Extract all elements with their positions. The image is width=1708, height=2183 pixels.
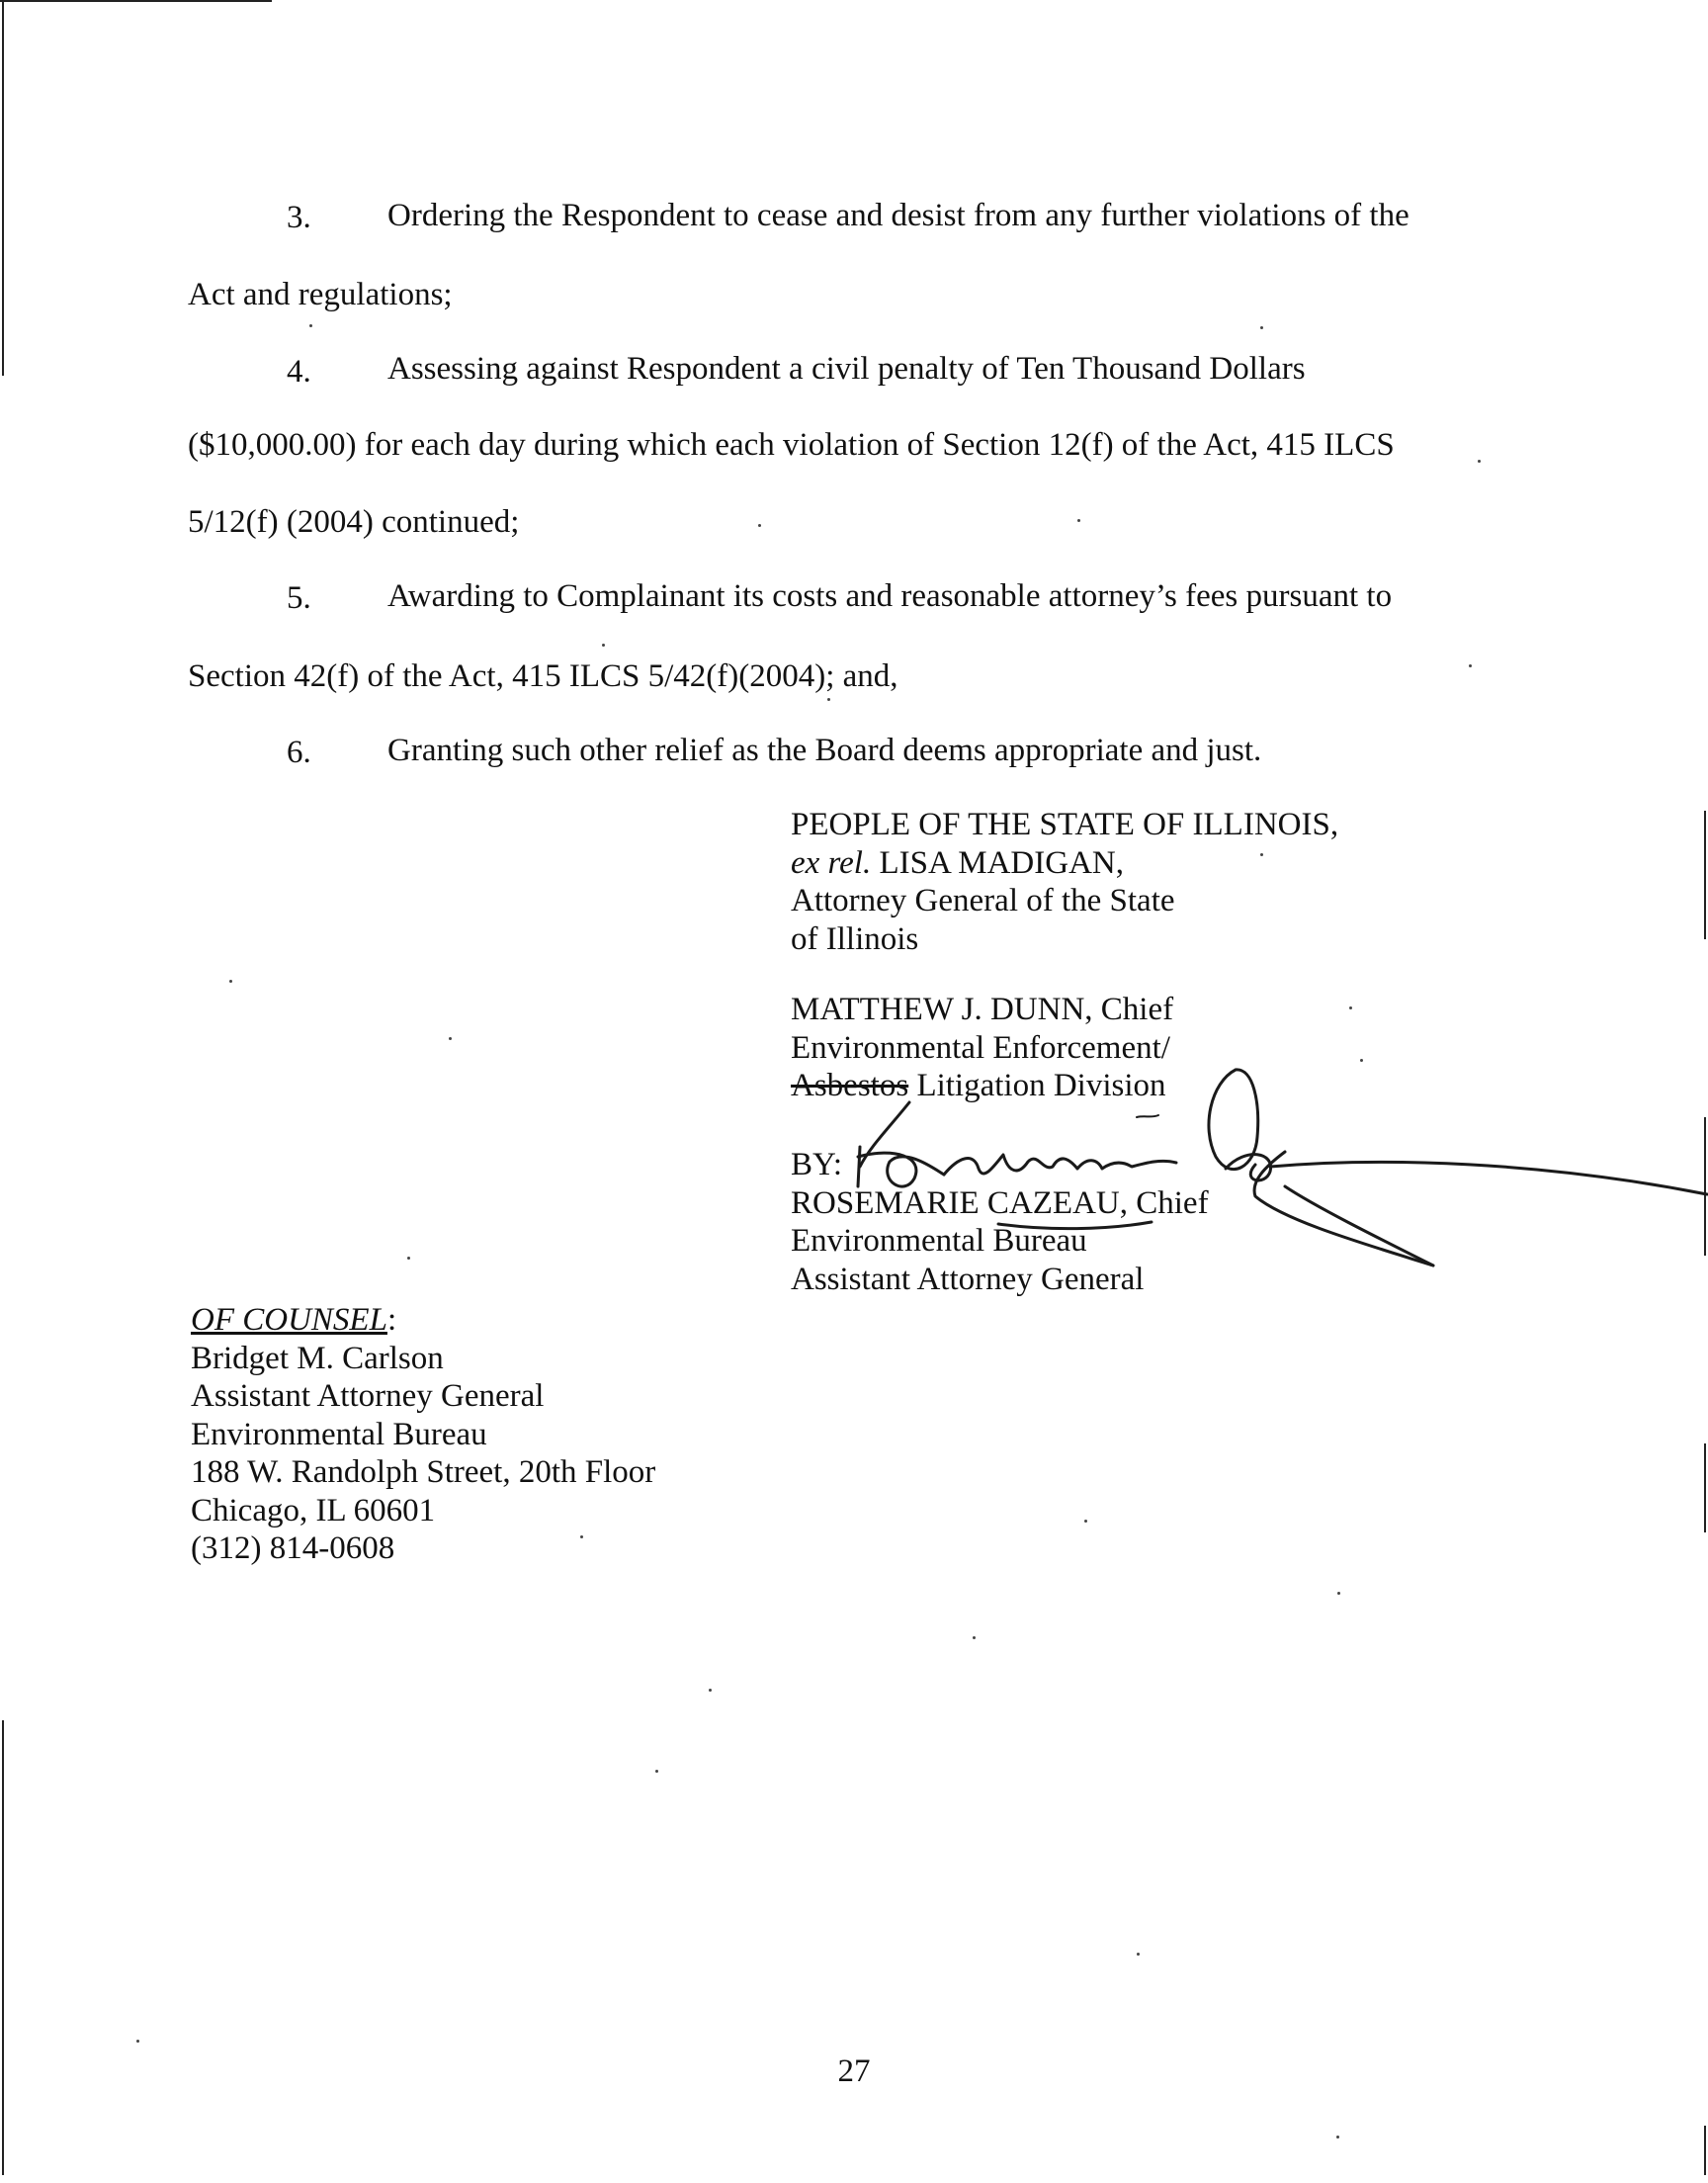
division-name-line	[791, 1067, 1173, 1105]
scan-edge-right-4	[1704, 2126, 1706, 2175]
scan-speck	[709, 1689, 712, 1692]
item-number: 5.	[287, 580, 311, 616]
scan-speck	[602, 644, 605, 647]
signer-name: ROSEMARIE CAZEAU, Chief	[791, 1184, 1209, 1221]
division-line: Environmental Enforcement/	[791, 1029, 1170, 1066]
scan-edge-left-lower	[2, 1720, 4, 2175]
ex-rel-label: ex rel.	[791, 844, 872, 881]
scan-speck	[655, 1770, 658, 1773]
scan-edge-left	[2, 0, 4, 376]
scan-edge-right-3	[1704, 1443, 1706, 1532]
counsel-line: Bridget M. Carlson	[191, 1340, 444, 1376]
scan-speck	[1469, 664, 1472, 667]
signer-line: Environmental Bureau	[791, 1223, 1087, 1259]
division-chief-line: MATTHEW J. DUNN, Chief	[791, 992, 1174, 1027]
plaintiff-block	[791, 806, 1338, 958]
attorney-general-name: LISA MADIGAN,	[879, 844, 1124, 881]
counsel-line: Environmental Bureau	[191, 1416, 487, 1452]
scan-edge-top	[0, 0, 272, 2]
scan-speck	[1337, 1592, 1340, 1595]
by-label: BY:	[791, 1147, 842, 1182]
division-name-rest: Litigation Division	[916, 1068, 1166, 1103]
scan-speck	[1360, 1059, 1363, 1062]
scan-speck	[229, 980, 232, 983]
scan-speck	[1478, 460, 1481, 463]
page-number: 27	[837, 2053, 871, 2089]
scan-edge-right	[1704, 811, 1706, 939]
item-number: 6.	[287, 735, 311, 770]
plaintiff-line: Attorney General of the State	[791, 883, 1175, 918]
relief-item-continuation: Act and regulations;	[188, 277, 453, 312]
struck-word: Asbestos	[791, 1068, 909, 1103]
relief-item-continuation: ($10,000.00) for each day during which each violation of Section 12(f) of the Act, 415 ILCS	[188, 427, 1395, 463]
counsel-heading-line	[191, 1301, 655, 1340]
counsel-heading: OF COUNSEL	[191, 1302, 387, 1338]
counsel-line: 188 W. Randolph Street, 20th Floor	[191, 1454, 656, 1490]
scan-speck	[1336, 2136, 1339, 2139]
relief-item-continuation: Section 42(f) of the Act, 415 ILCS 5/42(f)(2004); and,	[188, 658, 898, 694]
scan-speck	[407, 1257, 410, 1260]
plaintiff-ex-rel-line	[791, 844, 1338, 883]
counsel-block	[191, 1301, 655, 1568]
scan-speck	[1260, 326, 1263, 329]
scan-speck	[973, 1636, 976, 1639]
scan-speck	[1084, 1520, 1087, 1523]
division-block	[791, 991, 1173, 1105]
signer-line: Assistant Attorney General	[791, 1261, 1145, 1297]
item-number: 3.	[287, 200, 311, 235]
counsel-line: (312) 814-0608	[191, 1530, 395, 1566]
scan-edge-right-2	[1704, 1117, 1706, 1256]
scan-speck	[1349, 1006, 1352, 1009]
relief-item-continuation: 5/12(f) (2004) continued;	[188, 504, 520, 540]
scan-speck	[449, 1037, 452, 1040]
item-number: 4.	[287, 354, 311, 390]
scan-speck	[1077, 519, 1080, 522]
scan-speck	[758, 524, 761, 527]
plaintiff-line: of Illinois	[791, 920, 919, 957]
relief-item-text: Granting such other relief as the Board deems appropriate and just.	[387, 733, 1262, 768]
signer-block	[791, 1146, 1209, 1298]
scan-speck	[309, 324, 312, 327]
relief-item-text: Awarding to Complainant its costs and reasonable attorney’s fees pursuant to	[387, 578, 1393, 614]
relief-item-text: Assessing against Respondent a civil penalty of Ten Thousand Dollars	[387, 351, 1306, 387]
scan-speck	[136, 2040, 139, 2043]
counsel-heading-suffix: :	[386, 1302, 397, 1338]
plaintiff-line: PEOPLE OF THE STATE OF ILLINOIS,	[791, 807, 1339, 842]
scan-speck	[1137, 1953, 1140, 1956]
relief-item-text: Ordering the Respondent to cease and desist from any further violations of the	[387, 198, 1409, 233]
counsel-line: Assistant Attorney General	[191, 1378, 545, 1414]
counsel-line: Chicago, IL 60601	[191, 1492, 436, 1528]
scan-speck	[827, 698, 830, 701]
